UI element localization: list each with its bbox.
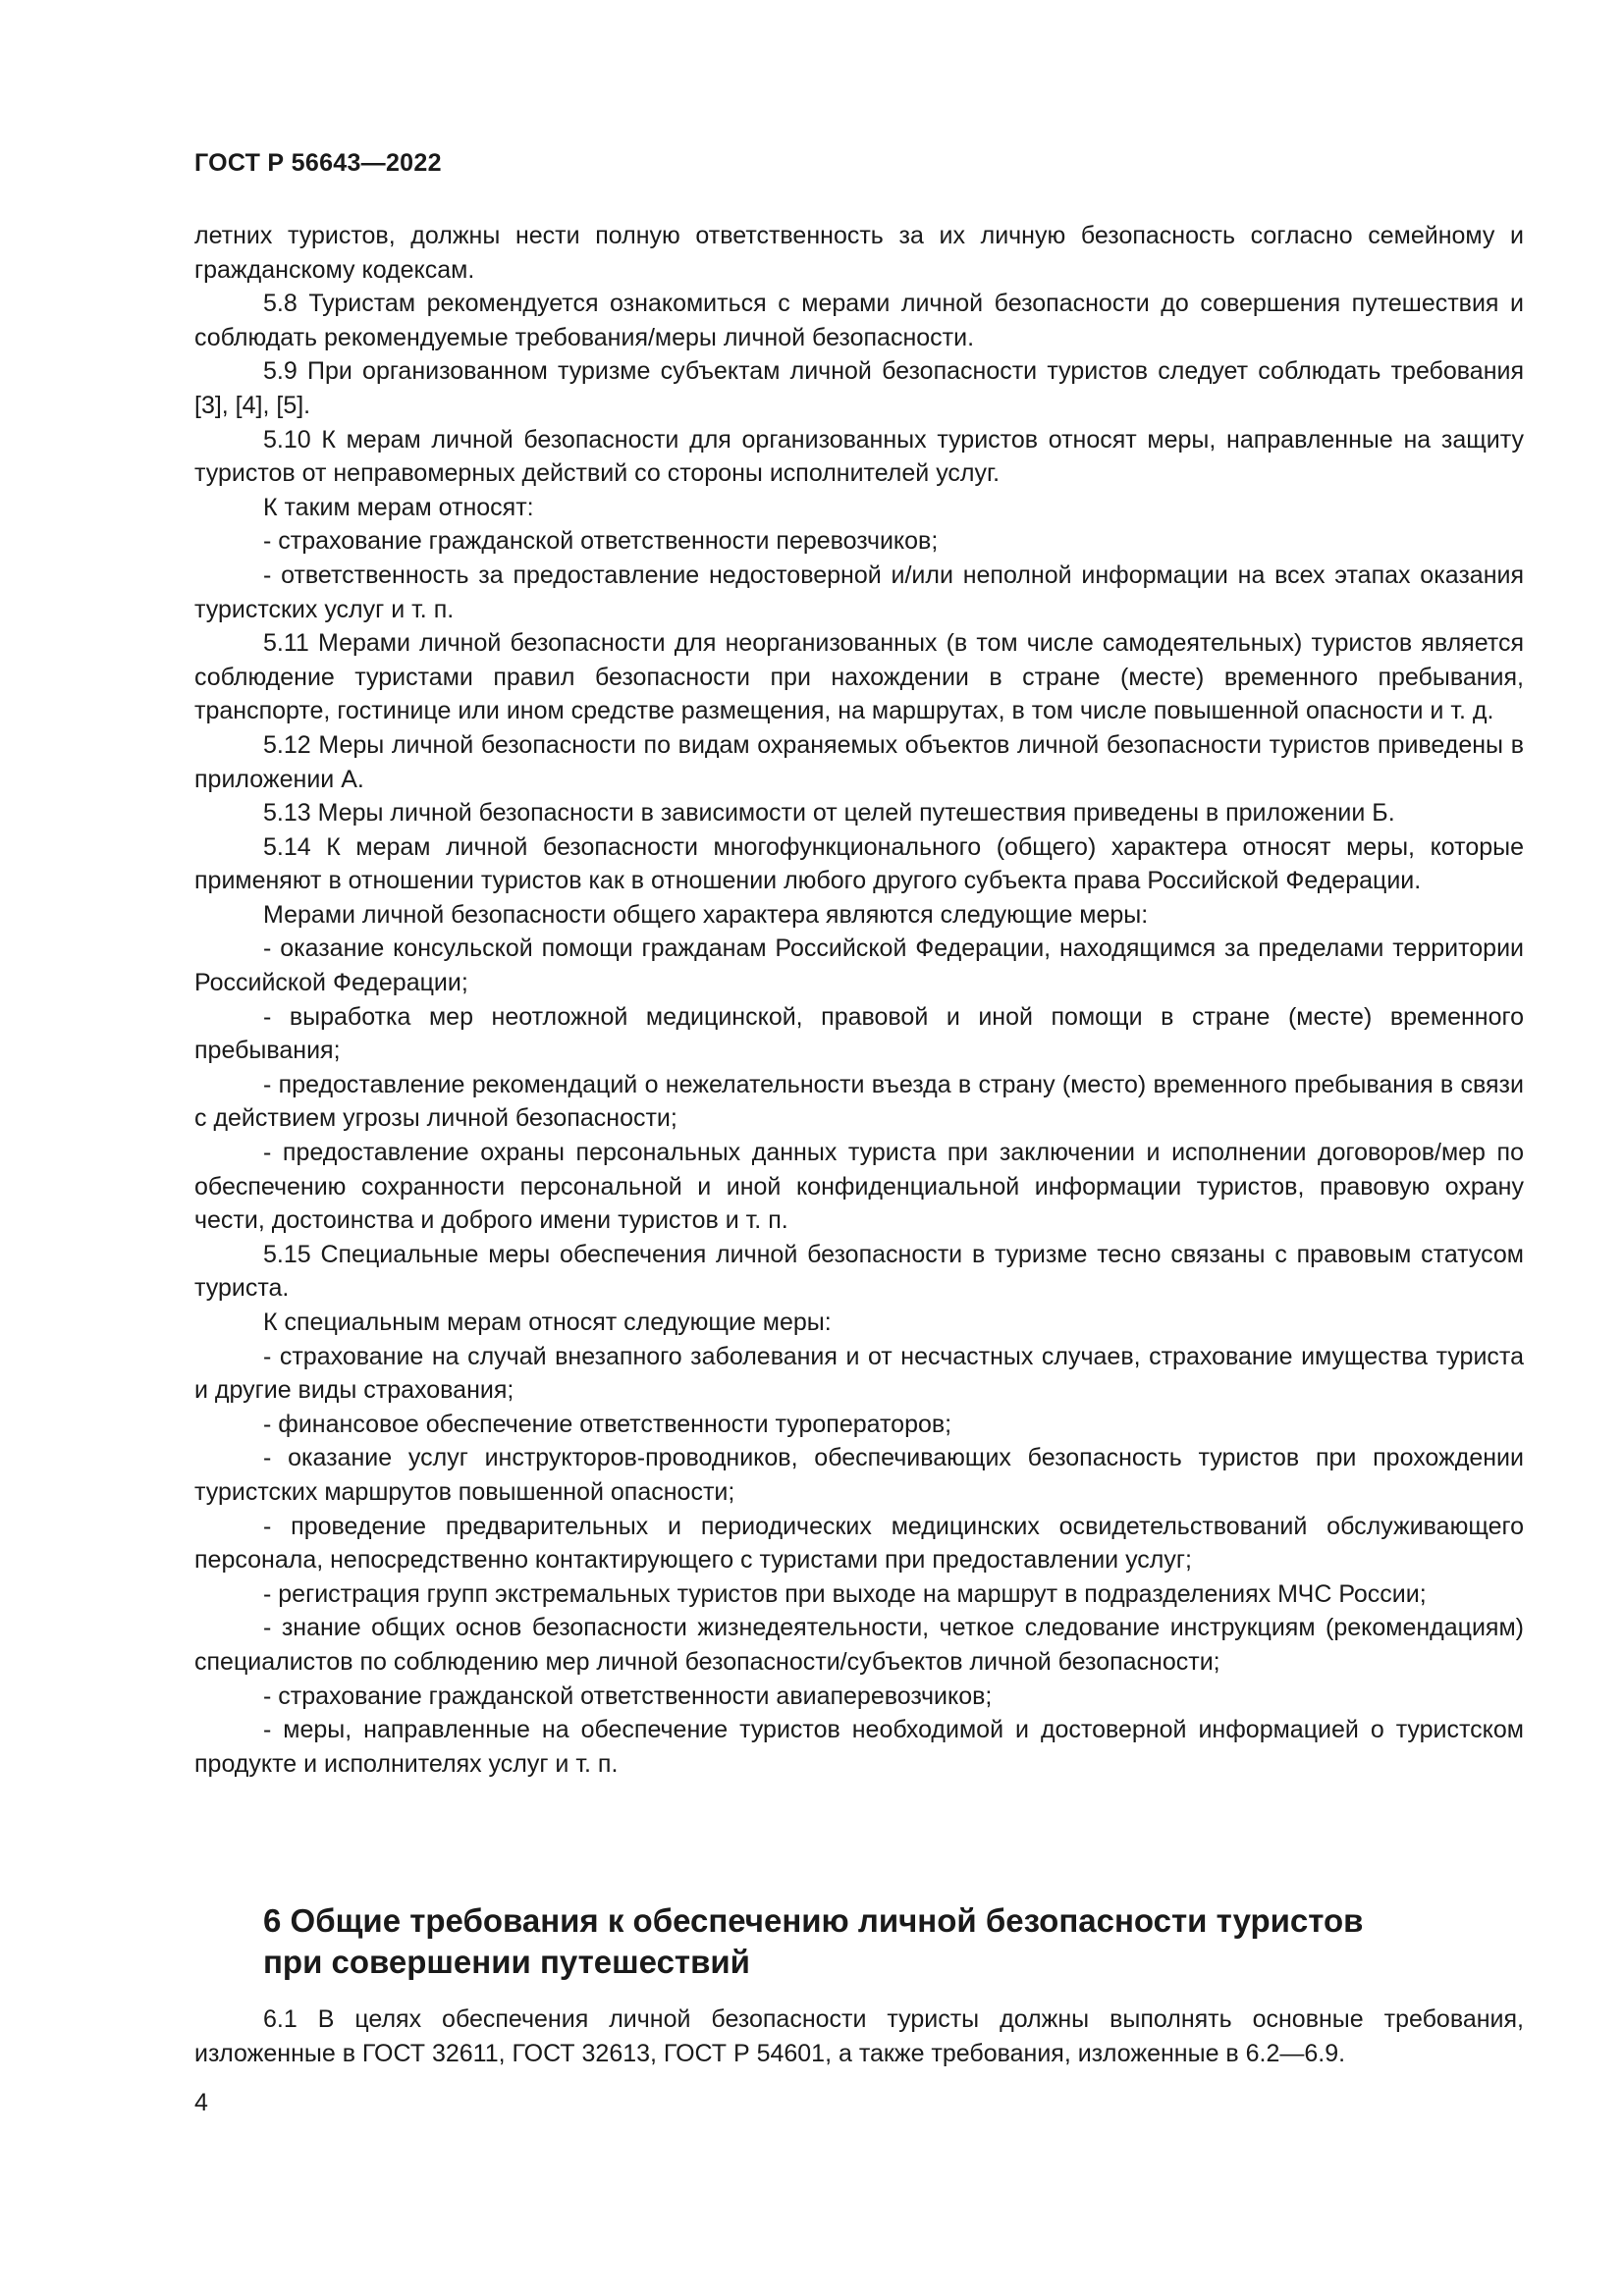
list-item: - предоставление рекомендаций о нежелательности въезда в страну (место) временного пребывания в связи с действием угрозы личной безопасности; <box>194 1070 1524 1133</box>
list-item: - проведение предварительных и периодических медицинских освидетельствований обслуживающего персонала, непосредственно контактирующего с туристами при предоставлении услуг; <box>194 1512 1524 1575</box>
body-text <box>194 219 1524 1781</box>
paragraph: Мерами личной безопасности общего характера являются следующие меры: <box>263 900 1149 929</box>
list-item: - страхование гражданской ответственности перевозчиков; <box>263 527 939 556</box>
list-item: - предоставление охраны персональных данных туриста при заключении и исполнении договоров/мер по обеспечению сохранности персональной и иной конфиденциальной информации туристов, правовую охрану чести, достоинства и доброго имени туристов и т. п. <box>194 1139 1524 1235</box>
paragraph: летних туристов, должны нести полную ответственность за их личную безопасность согласно семейному и гражданскому кодексам. <box>194 222 1524 284</box>
paragraph: 5.11 Мерами личной безопасности для неорганизованных (в том числе самодеятельных) туристов является соблюдение туристами правил безопасности при нахождении в стране (месте) временного пребывания, транспорте, гостинице или ином средстве размещения, на маршрутах, в том числе повышенной опасности и т. д. <box>194 629 1524 725</box>
paragraph: 5.12 Меры личной безопасности по видам охраняемых объектов личной безопасности туристов приведены в приложении А. <box>194 730 1524 793</box>
paragraph: 5.9 При организованном туризме субъектам личной безопасности туристов следует соблюдать требования [3], [4], [5]. <box>194 357 1524 419</box>
list-item: - ответственность за предоставление недостоверной и/или неполной информации на всех этапах оказания туристских услуг и т. п. <box>194 561 1524 623</box>
section-heading <box>263 1900 1441 1983</box>
list-item: - регистрация групп экстремальных туристов при выходе на маршрут в подразделениях МЧС России; <box>263 1579 1427 1608</box>
page-number: 4 <box>194 2089 208 2116</box>
list-item: - выработка мер неотложной медицинской, правовой и иной помощи в стране (месте) временного пребывания; <box>194 1002 1524 1065</box>
list-item: - меры, направленные на обеспечение туристов необходимой и достоверной информацией о туристском продукте и исполнителях услуг и т. п. <box>194 1716 1524 1778</box>
paragraph: К таким мерам относят: <box>263 493 534 521</box>
section-heading-line: при совершении путешествий <box>263 1944 750 1980</box>
list-item: - страхование гражданской ответственности авиаперевозчиков; <box>263 1682 993 1710</box>
section-body <box>194 2002 1524 2070</box>
section-heading-line: 6 Общие требования к обеспечению личной безопасности туристов <box>263 1902 1364 1939</box>
paragraph: 6.1 В целях обеспечения личной безопасности туристы должны выполнять основные требования, изложенные в ГОСТ 32611, ГОСТ 32613, ГОСТ Р 54601, а также требования, изложенные в 6.2—6.9. <box>194 2005 1524 2067</box>
list-item: - страхование на случай внезапного заболевания и от несчастных случаев, страхование имущества туриста и другие виды страхования; <box>194 1342 1524 1405</box>
paragraph: 5.15 Специальные меры обеспечения личной безопасности в туризме тесно связаны с правовым статусом туриста. <box>194 1240 1524 1303</box>
list-item: - оказание консульской помощи гражданам Российской Федерации, находящимся за пределами территории Российской Федерации; <box>194 934 1524 997</box>
paragraph: К специальным мерам относят следующие меры: <box>263 1308 832 1336</box>
list-item: - финансовое обеспечение ответственности туроператоров; <box>263 1410 952 1438</box>
list-item: - оказание услуг инструкторов-проводников, обеспечивающих безопасность туристов при прохождении туристских маршрутов повышенной опасности; <box>194 1444 1524 1506</box>
paragraph: 5.10 К мерам личной безопасности для организованных туристов относят меры, направленные на защиту туристов от неправомерных действий со стороны исполнителей услуг. <box>194 425 1524 488</box>
list-item: - знание общих основ безопасности жизнедеятельности, четкое следование инструкциям (рекомендациям) специалистов по соблюдению мер личной безопасности/субъектов личной безопасности; <box>194 1614 1524 1676</box>
document-id-header: ГОСТ Р 56643—2022 <box>194 149 442 177</box>
paragraph: 5.13 Меры личной безопасности в зависимости от целей путешествия приведены в приложении Б. <box>263 799 1395 828</box>
paragraph: 5.14 К мерам личной безопасности многофункционального (общего) характера относят меры, которые применяют в отношении туристов как в отношении любого другого субъекта права Российской Федерации. <box>194 832 1524 895</box>
paragraph: 5.8 Туристам рекомендуется ознакомиться с мерами личной безопасности до совершения путешествия и соблюдать рекомендуемые требования/меры личной безопасности. <box>194 290 1524 351</box>
